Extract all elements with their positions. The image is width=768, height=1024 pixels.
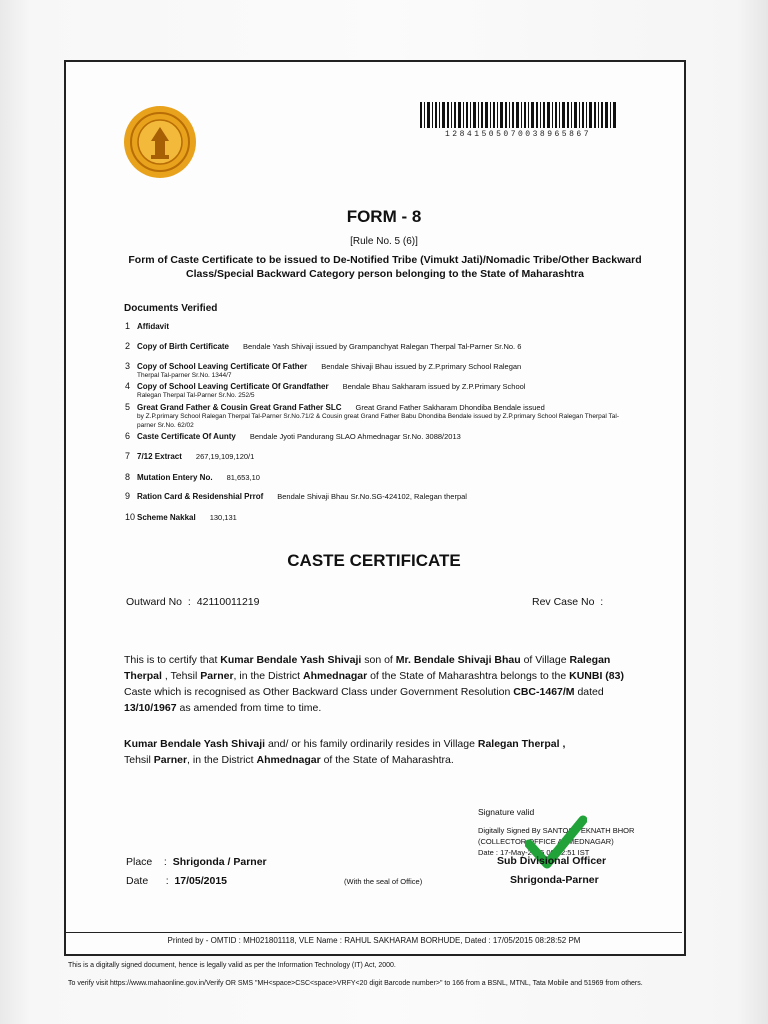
caste-certificate-title: CASTE CERTIFICATE [287,551,461,570]
form-subtitle: Form of Caste Certificate to be issued to De-Notified Tribe (Vimukt Jati)/Nomadic Tribe/Other Backward Class/Special Backward Category person belonging to the State of Maharashtra [128,254,642,280]
footer-verify-note: To verify visit https://www.mahaonline.gov.in/Verify OR SMS "MH<space>CSC<space>VRFY<20 digit Barcode number>" to 166 from a BSNL, MTNL, Tata Mobile and 51969 from others. [68,980,643,987]
document-item: 5 Great Grand Father & Cousin Great Grand Father SLC Great Grand Father Sakharam Dhondiba Bendale issued by Z.P.primary School Ralegan Therpal Tal-Parner Sr.No.71/2 & Cousin great Grand Father Babu Dhondiba Bendale issued by Z.P.primary School Ralegan Therpal Tal-parner Sr.No. 62/02 [125,402,619,429]
document-item: 3 Copy of School Leaving Certificate Of Father Bendale Shivaji Bhau issued by Z.P.primary School Ralegan Therpal Tal-parner Sr.No. 1344/7 [125,361,522,379]
footer-legal-note: This is a digitally signed document, hence is legally valid as per the Information Technology (IT) Act, 2000. [68,962,396,969]
issue-date: Date : 17/05/2015 [126,875,228,887]
document-item: 10 Scheme Nakkal 130,131 [125,512,237,522]
certificate-border [64,60,686,956]
barcode-number: 12841505070038965867 [444,130,591,139]
signing-office-place: Shrigonda-Parner [510,874,599,886]
issue-place: Place : Shrigonda / Parner [126,856,267,868]
digital-signature-details: Digitally Signed By SANTOSH EKNATH BHOR (COLLECTOR OFFICE AHMEDNAGAR) Date : 17-May-2015 00:22:51 IST [478,826,635,857]
rev-case-number: Rev Case No : [532,596,604,608]
document-item: 7 7/12 Extract 267,19,109,120/1 [125,451,255,461]
outward-number: Outward No : 42110011219 [126,596,260,608]
document-item: 8 Mutation Entery No. 81,653,10 [125,472,260,482]
certificate-paragraph-2: Kumar Bendale Yash Shivaji and/ or his family ordinarily resides in Village Ralegan Therpal , Tehsil Parner, in the District Ahmednagar of the State of Maharashtra. [124,738,566,766]
rule-number: [Rule No. 5 (6)] [350,236,418,247]
documents-heading: Documents Verified [124,303,218,314]
document-item: 2 Copy of Birth Certificate Bendale Yash Shivaji issued by Grampanchyat Ralegan Therpal Tal-Parner Sr.No. 6 [125,341,522,351]
certificate-paragraph-1: This is to certify that Kumar Bendale Yash Shivaji son of Mr. Bendale Shivaji Bhau of Village Ralegan Therpal , Tehsil Parner, in the District Ahmednagar of the State of Maharashtra belongs to the KUNBI (83) Caste which is recognised as Other Backward Class under Government Resolution CBC-1467/M dated 13/10/1967 as amended from time to time. [124,654,624,714]
barcode-image [420,102,616,128]
signature-valid-label: Signature valid [478,807,535,817]
document-item: 6 Caste Certificate Of Aunty Bendale Jyoti Pandurang SLAO Ahmednagar Sr.No. 3088/2013 [125,431,461,441]
seal-note: (With the seal of Office) [344,877,423,886]
document-item: 1 Affidavit [125,321,169,331]
document-item: 4 Copy of School Leaving Certificate Of Grandfather Bendale Bhau Sakharam issued by Z.P.Primary School Ralegan Therpal Tal-Parner Sr.No. 252/5 [125,381,526,399]
document-item: 9 Ration Card & Residenshial Prrof Bendale Shivaji Bhau Sr.No.SG-424102, Ralegan therpal [125,491,467,501]
form-title: FORM - 8 [346,207,422,226]
signing-office: Sub Divisional Officer [497,855,607,867]
maharashtra-seal-logo [123,105,197,179]
printed-by-line: Printed by - OMTID : MH021801118, VLE Name : RAHUL SAKHARAM BORHUDE, Dated : 17/05/2015 08:28:52 PM [66,932,682,945]
